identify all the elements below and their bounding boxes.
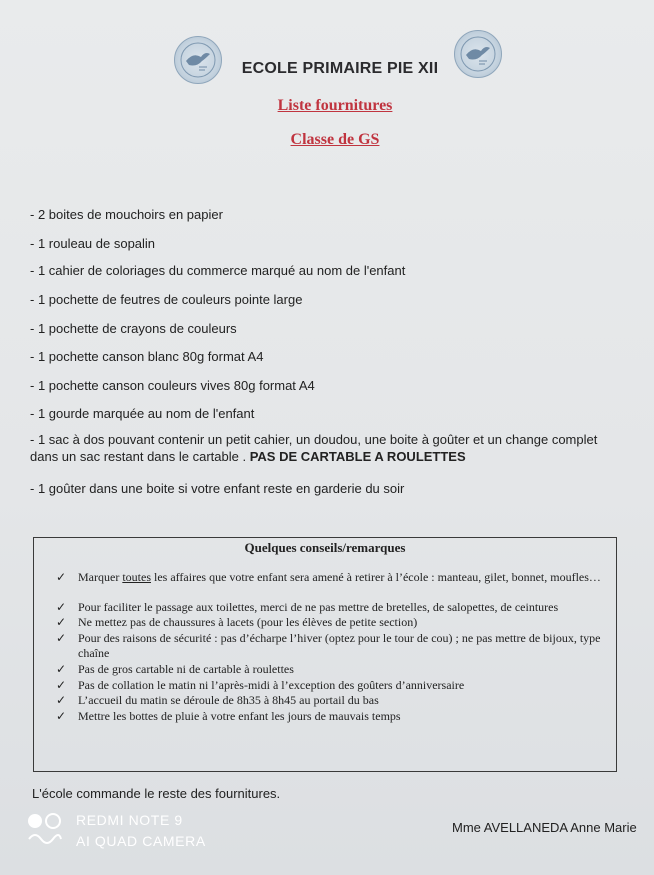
check-icon: ✓ <box>56 662 67 676</box>
check-icon: ✓ <box>56 615 67 629</box>
signature: Mme AVELLANEDA Anne Marie <box>452 820 637 835</box>
advice-item: Pas de gros cartable ni de cartable à roulettes <box>78 662 294 676</box>
advice-item: L’accueil du matin se déroule de 8h35 à 8h45 au portail du bas <box>78 693 379 707</box>
check-icon: ✓ <box>56 600 67 614</box>
list-item: - 1 pochette de crayons de couleurs <box>30 321 237 336</box>
list-item: - 1 rouleau de sopalin <box>30 236 156 251</box>
bag-item-emphasis: PAS DE CARTABLE A ROULETTES <box>249 449 466 464</box>
check-icon: ✓ <box>56 570 67 584</box>
check-icon: ✓ <box>56 693 67 707</box>
advice-item: Pour des raisons de sécurité : pas d’écharpe l’hiver (optez pour le tour de cou) ; ne pas mettre de bijoux, type chaîne <box>78 631 601 660</box>
advice-title: Quelques conseils/remarques <box>244 540 406 555</box>
list-item: - 1 pochette canson blanc 80g format A4 <box>30 349 264 364</box>
watermark-camera: AI QUAD CAMERA <box>76 833 206 849</box>
list-item: - 1 gourde marquée au nom de l'enfant <box>30 406 255 421</box>
footer-note: L'école commande le reste des fournitures. <box>32 786 281 801</box>
advice-item: Pas de collation le matin ni l’après-midi à l’exception des goûters d’anniversaire <box>78 678 465 692</box>
school-logo-icon <box>175 37 221 83</box>
advice-item <box>78 570 614 585</box>
advice-first-underlined: toutes <box>122 570 151 584</box>
watermark-model: REDMI NOTE 9 <box>76 812 183 828</box>
list-item-snack: - 1 goûter dans une boite si votre enfant reste en garderie du soir <box>30 481 405 496</box>
school-logo-icon-right <box>454 30 502 78</box>
list-item: - 1 pochette canson couleurs vives 80g format A4 <box>30 378 315 393</box>
bag-item-text: - 1 sac à dos pouvant contenir un petit cahier, un doudou, une boite à goûter et un change complet dans un sac restant dans le cartable . <box>30 432 598 464</box>
list-item: - 1 pochette de feutres de couleurs pointe large <box>30 292 303 307</box>
school-name: ECOLE PRIMAIRE PIE XII <box>241 60 439 77</box>
check-icon: ✓ <box>56 709 67 723</box>
check-icon: ✓ <box>56 678 67 692</box>
camera-brand-icon <box>26 812 64 848</box>
list-item-bag <box>30 431 620 465</box>
list-item: - 2 boites de mouchoirs en papier <box>30 207 223 222</box>
school-logo-icon-left <box>174 36 222 84</box>
advice-item: Ne mettez pas de chaussures à lacets (pour les élèves de petite section) <box>78 615 418 629</box>
advice-item: Mettre les bottes de pluie à votre enfant les jours de mauvais temps <box>78 709 401 723</box>
class-title: Classe de GS <box>290 131 380 148</box>
school-logo-icon <box>455 31 501 77</box>
advice-first-rest: les affaires que votre enfant sera amené à retirer à l’école : manteau, gilet, bonnet, moufles… <box>154 570 601 584</box>
advice-item: Pour faciliter le passage aux toilettes, merci de ne pas mettre de bretelles, de salopettes, de ceintures <box>78 600 559 614</box>
list-title: Liste fournitures <box>277 97 393 114</box>
check-icon: ✓ <box>56 631 67 645</box>
advice-first-prefix: Marquer <box>78 570 120 584</box>
advice-box <box>33 537 617 772</box>
list-item: - 1 cahier de coloriages du commerce marqué au nom de l'enfant <box>30 263 406 278</box>
